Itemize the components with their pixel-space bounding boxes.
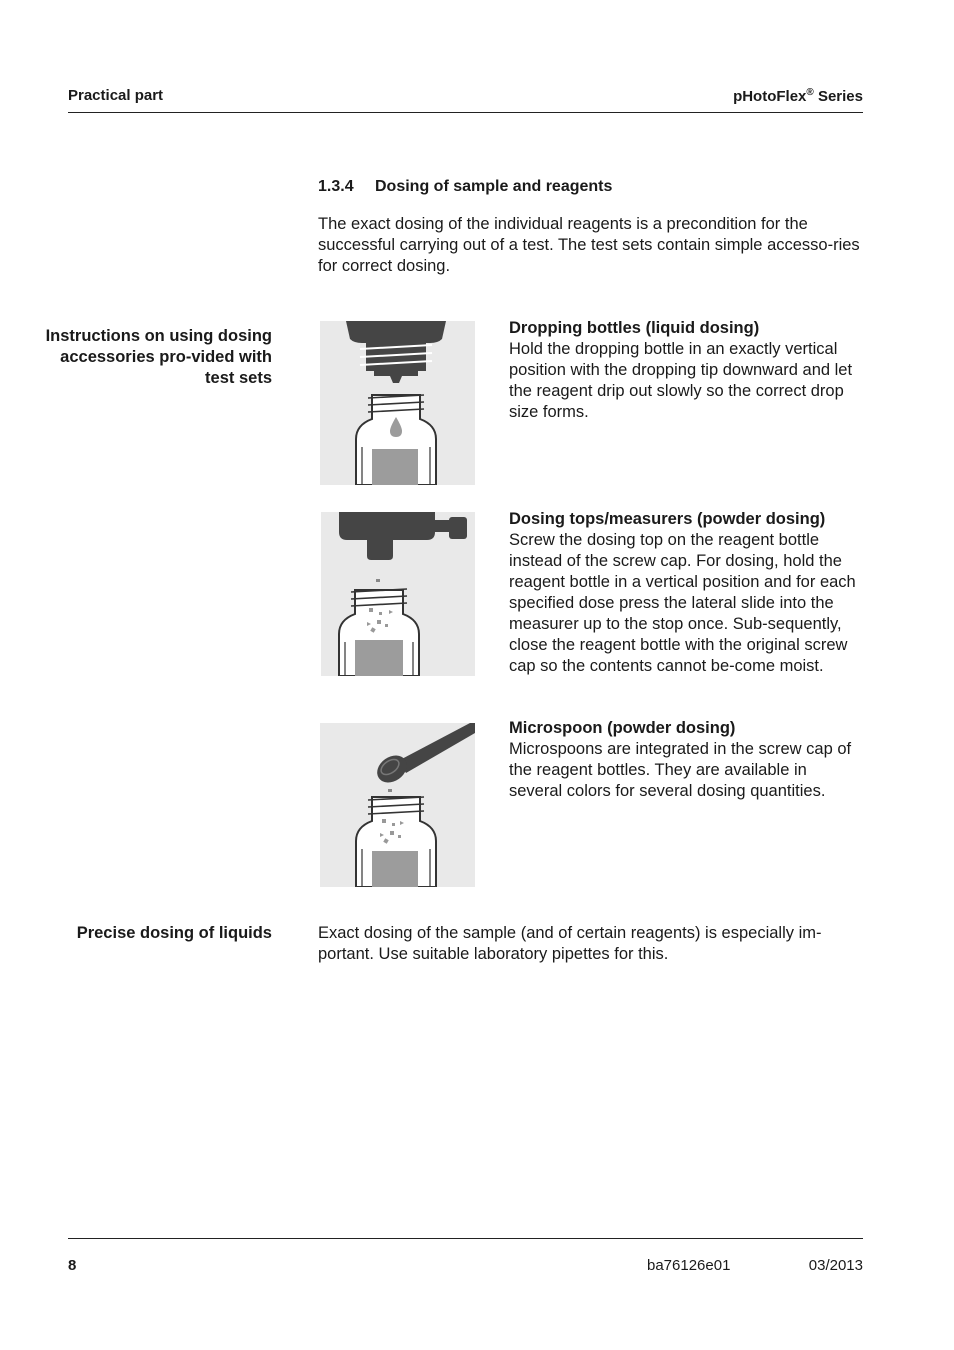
dosing-top-illustration (321, 512, 475, 676)
item-text-microspoon: Microspoons are integrated in the screw cap of the reagent bottles. They are available in several colors for several dosing quantities. (509, 740, 852, 800)
section-number: 1.3.4 (318, 178, 354, 195)
page-number: 8 (68, 1257, 77, 1274)
side-note-instructions: Instructions on using dosing accessories pro-vided with test sets (45, 327, 272, 387)
header-left: Practical part (68, 87, 164, 104)
item-title-dropping-bottles: Dropping bottles (liquid dosing) (509, 319, 760, 337)
dropping-bottle-illustration (320, 321, 475, 485)
footer-rule (68, 1238, 863, 1239)
item-text-dropping-bottles: Hold the dropping bottle in an exactly vertical position with the dropping tip downward and let the reagent drip out slowly so the correct drop size forms. (509, 340, 853, 421)
registered-mark: ® (806, 87, 814, 98)
item-text-dosing-tops: Screw the dosing top on the reagent bottle instead of the screw cap. For dosing, hold the reagent bottle in a vertical position and for each specified dose press the lateral slide into the measurer up to the stop once. Sub-sequently, close the reagent bottle with the original screw cap so the contents cannot be-come moist. (509, 531, 856, 675)
side-note-precise-dosing: Precise dosing of liquids (76, 924, 272, 942)
document-date: 03/2013 (808, 1257, 863, 1274)
item-title-microspoon: Microspoon (powder dosing) (509, 719, 736, 737)
microspoon-illustration (320, 723, 475, 887)
document-id: ba76126e01 (647, 1257, 731, 1274)
precise-dosing-paragraph: Exact dosing of the sample (and of certain reagents) is especially im-portant. Use suitable laboratory pipettes for this. (318, 924, 822, 963)
item-title-dosing-tops: Dosing tops/measurers (powder dosing) (509, 510, 826, 528)
brand-suffix: Series (813, 88, 863, 105)
brand-name: pHotoFlex (733, 88, 807, 105)
section-title: Dosing of sample and reagents (375, 178, 613, 195)
header-right (733, 87, 863, 105)
header-rule (68, 112, 863, 113)
intro-paragraph: The exact dosing of the individual reagents is a precondition for the successful carrying out of a test. The test sets contain simple accesso-ries for correct dosing. (318, 215, 860, 275)
